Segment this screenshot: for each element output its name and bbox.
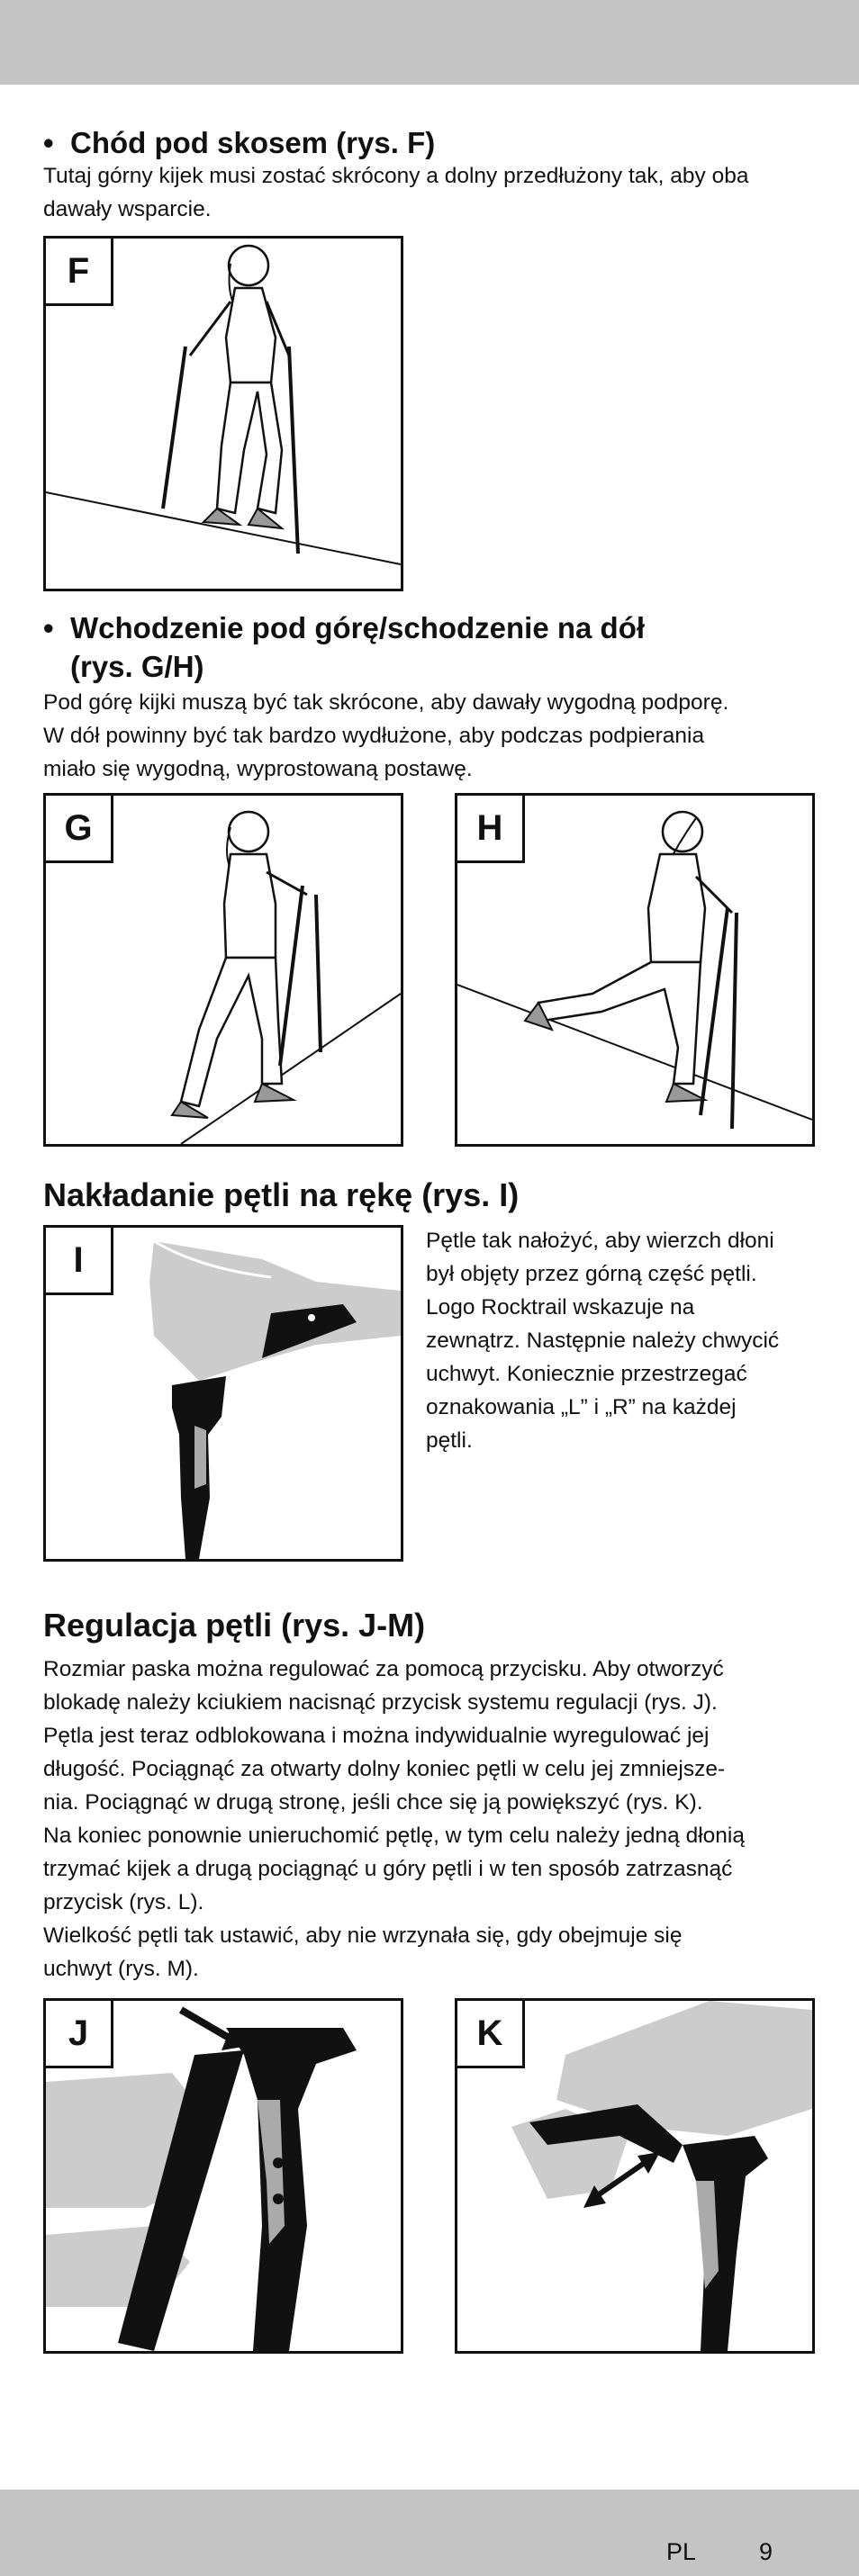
figure-i — [43, 1225, 403, 1562]
heading-slope: • Chód pod skosem (rys. F) — [43, 126, 436, 159]
text-slope: Tutaj górny kijek musi zostać skrócony a dolny przedłużony tak, aby oba dawały wsparcie. — [43, 164, 749, 221]
text-strap-adjust: Rozmiar paska można regulować za pomocą przycisku. Aby otworzyć blokadę należy kciukiem nacisnąć przycisk systemu regulacji (rys. J). Pętla jest teraz odblokowana i można indywidualnie wyregulować jej długość. Pociągnąć za otwarty dolny koniec pętli w celu jej zmniejsze- nia. Pociągnąć w drugą stronę, jeśli chce się ją powiększyć (rys. K). Na koniec ponownie unieruchomić pętlę, w tym celu należy jedną dłonią trzymać kijek a drugą pociągnąć u góry pętli i w ten sposób zatrzasnąć przycisk (rys. L). Wielkość pętli tak ustawić, aby nie wrzynała się, gdy obejmuje się uchwyt (rys. M). — [43, 1657, 745, 1981]
figure-label-j: J — [43, 1998, 113, 2068]
figure-j — [43, 1998, 403, 2354]
figure-label-f: F — [43, 236, 113, 306]
footer-page-number: 9 — [759, 2538, 773, 2565]
top-bar — [0, 0, 859, 85]
figure-f — [43, 236, 403, 591]
figure-label-g: G — [43, 793, 113, 863]
heading-uphill: • Wchodzenie pod górę/schodzenie na dół — [43, 611, 646, 644]
text-uphill: Pod górę kijki muszą być tak skrócone, aby dawały wygodną podporę. W dół powinny być tak bardzo wydłużone, aby podczas podpierania miało się wygodną, wyprostowaną postawę. — [43, 690, 729, 781]
text-strap-on: Pętle tak nałożyć, aby wierzch dłoni był objęty przez górną część pętli. Logo Rocktrail wskazuje na zewnątrz. Następnie należy chwycić uchwyt. Koniecznie przestrzegać oznakowania „L” i „R” na każdej pętli. — [426, 1229, 780, 1453]
figure-label-i: I — [43, 1225, 113, 1295]
figure-label-h: H — [455, 793, 525, 863]
heading-strap-on: Nakładanie pętli na rękę (rys. I) — [43, 1176, 520, 1213]
figure-g — [43, 793, 403, 1147]
bottom-bar — [0, 2490, 859, 2576]
figure-h — [455, 793, 815, 1147]
heading-uphill-line2: (rys. G/H) — [70, 650, 204, 683]
figure-k — [455, 1998, 815, 2354]
footer-language: PL — [666, 2538, 697, 2565]
figure-label-k: K — [455, 1998, 525, 2068]
heading-strap-adjust: Regulacja pętli (rys. J-M) — [43, 1607, 426, 1644]
